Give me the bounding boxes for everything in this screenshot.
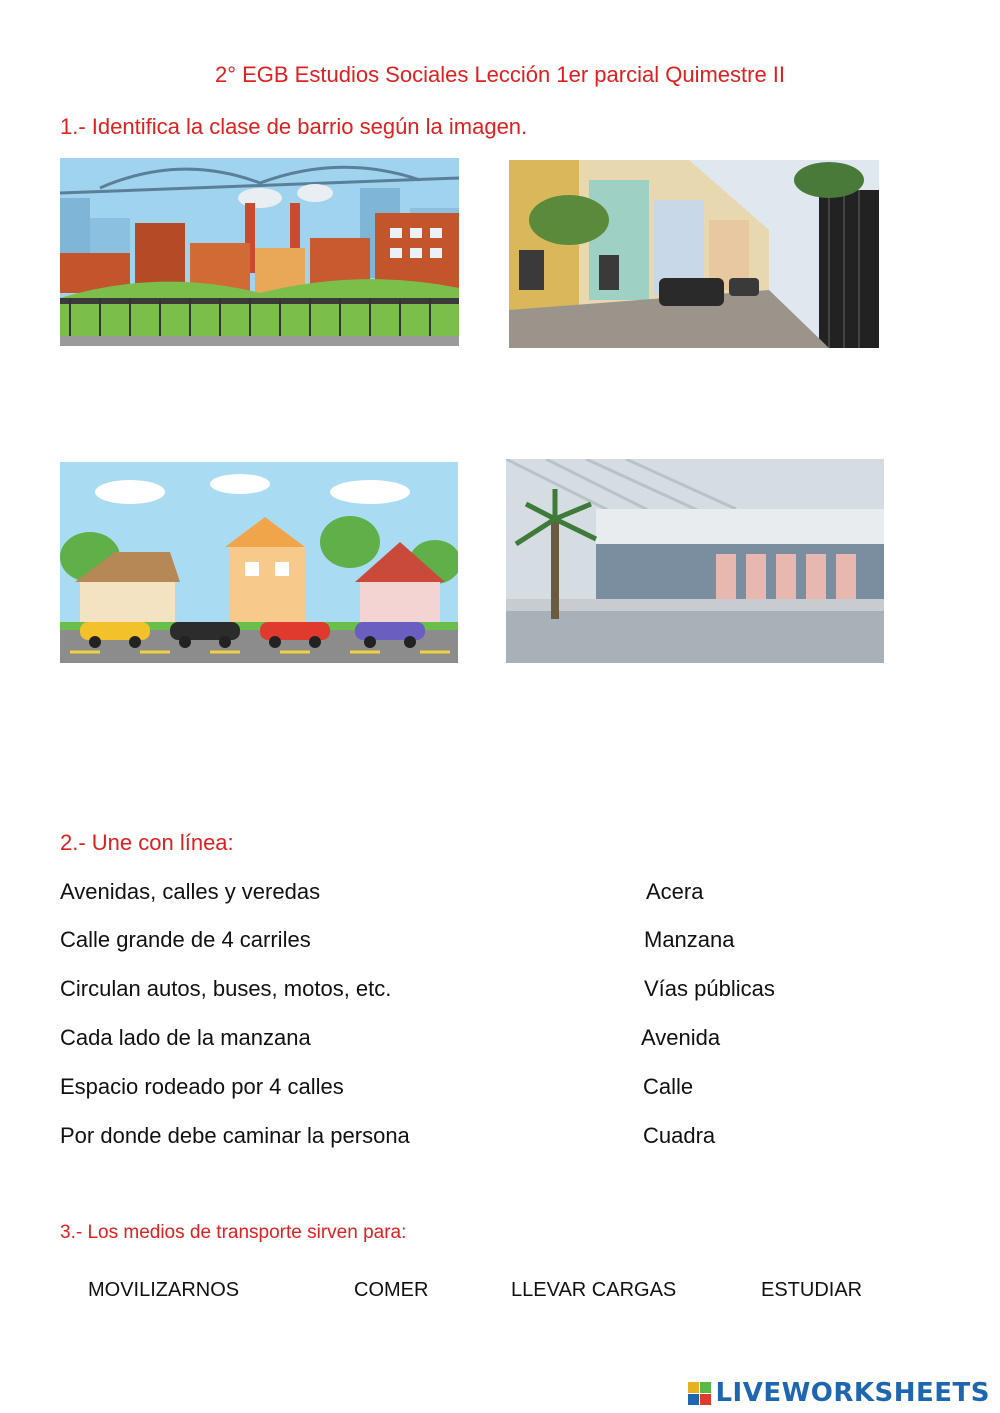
- match-left-item[interactable]: Circulan autos, buses, motos, etc.: [60, 976, 392, 1001]
- match-right-item[interactable]: Cuadra: [643, 1123, 716, 1148]
- brand-name: LIVEWORKSHEETS: [715, 1378, 990, 1408]
- match-right-item[interactable]: Manzana: [644, 927, 735, 952]
- question-1-heading: 1.- Identifica la clase de barrio según la imagen.: [60, 114, 528, 139]
- match-right-item[interactable]: Acera: [646, 879, 704, 904]
- match-right-item[interactable]: Calle: [643, 1074, 694, 1099]
- match-right-item[interactable]: Vías públicas: [644, 976, 775, 1001]
- option-comer[interactable]: COMER: [354, 1279, 429, 1301]
- liveworksheets-logo-icon: [688, 1382, 711, 1405]
- colonial-street-image: [509, 160, 879, 348]
- question-2-heading: 2.- Une con línea:: [60, 830, 234, 855]
- match-left-item[interactable]: Calle grande de 4 carriles: [60, 927, 311, 952]
- option-llevar-cargas[interactable]: LLEVAR CARGAS: [511, 1279, 677, 1301]
- liveworksheets-logo: [688, 1378, 990, 1408]
- match-right-item[interactable]: Avenida: [641, 1025, 721, 1050]
- match-left-item[interactable]: Espacio rodeado por 4 calles: [60, 1074, 344, 1099]
- residential-neighborhood-image: [60, 462, 458, 663]
- industrial-neighborhood-image: [60, 158, 459, 346]
- option-estudiar[interactable]: ESTUDIAR: [761, 1279, 863, 1301]
- commercial-mall-image: [506, 459, 884, 663]
- option-movilizarnos[interactable]: MOVILIZARNOS: [88, 1279, 240, 1301]
- page-title: 2° EGB Estudios Sociales Lección 1er parcial Quimestre II: [214, 62, 786, 87]
- match-left-item[interactable]: Por donde debe caminar la persona: [60, 1123, 410, 1148]
- match-left-item[interactable]: Cada lado de la manzana: [60, 1025, 311, 1050]
- question-3-heading: 3.- Los medios de transporte sirven para:: [60, 1222, 407, 1243]
- match-left-item[interactable]: Avenidas, calles y veredas: [60, 879, 321, 904]
